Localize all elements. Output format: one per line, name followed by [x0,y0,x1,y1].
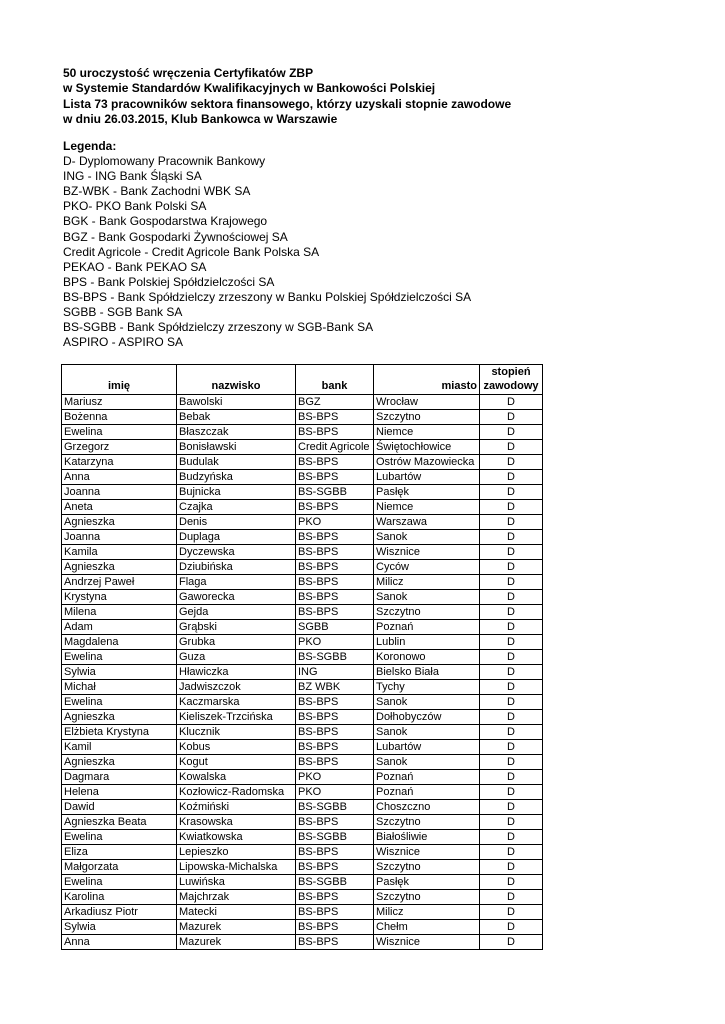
table-row [62,665,543,680]
document-heading [63,66,683,128]
table-row [62,620,543,635]
cell-stopien: D [480,605,543,620]
cell-imie: Agnieszka [62,710,177,725]
cell-bank: BS-BPS [296,560,374,575]
cell-miasto: Wisznice [374,545,480,560]
cell-miasto: Cyców [374,560,480,575]
cell-miasto: Wisznice [374,845,480,860]
table-row [62,575,543,590]
cell-stopien: D [480,935,543,950]
cell-bank: BS-BPS [296,920,374,935]
cell-nazwisko: Bawolski [177,395,296,410]
cell-miasto: Sanok [374,725,480,740]
cell-nazwisko: Kobus [177,740,296,755]
cell-stopien: D [480,440,543,455]
cell-miasto: Szczytno [374,860,480,875]
cell-nazwisko: Grubka [177,635,296,650]
cell-imie: Dagmara [62,770,177,785]
cell-stopien: D [480,470,543,485]
legend-item: PEKAO - Bank PEKAO SA [63,259,207,274]
cell-miasto: Niemce [374,425,480,440]
cell-bank: BS-BPS [296,545,374,560]
cell-nazwisko: Bonisławski [177,440,296,455]
cell-miasto: Szczytno [374,815,480,830]
cell-bank: BS-BPS [296,500,374,515]
cell-nazwisko: Krasowska [177,815,296,830]
cell-stopien: D [480,800,543,815]
cell-stopien: D [480,680,543,695]
cell-miasto: Chełm [374,920,480,935]
cell-miasto: Poznań [374,785,480,800]
cell-nazwisko: Czajka [177,500,296,515]
cell-imie: Karolina [62,890,177,905]
table-row [62,455,543,470]
cell-nazwisko: Gejda [177,605,296,620]
cell-stopien: D [480,410,543,425]
cell-imie: Anna [62,935,177,950]
cell-imie: Elżbieta Krystyna [62,725,177,740]
column-header-stopien-line1: stopień [491,366,531,378]
cell-bank: SGBB [296,620,374,635]
cell-nazwisko: Gaworecka [177,590,296,605]
cell-miasto: Dołhobyczów [374,710,480,725]
table-row [62,845,543,860]
table-row [62,740,543,755]
cell-miasto: Sanok [374,695,480,710]
table-row [62,470,543,485]
cell-nazwisko: Grąbski [177,620,296,635]
cell-imie: Dawid [62,800,177,815]
cell-miasto: Szczytno [374,890,480,905]
cell-imie: Kamil [62,740,177,755]
cell-bank: BS-SGBB [296,485,374,500]
table-row [62,755,543,770]
cell-imie: Adam [62,620,177,635]
cell-nazwisko: Guza [177,650,296,665]
cell-nazwisko: Bebak [177,410,296,425]
cell-bank: BS-SGBB [296,875,374,890]
cell-stopien: D [480,695,543,710]
cell-miasto: Szczytno [374,605,480,620]
legend-item: Credit Agricole - Credit Agricole Bank Polska SA [63,244,320,259]
cell-nazwisko: Flaga [177,575,296,590]
cell-stopien: D [480,650,543,665]
cell-imie: Andrzej Paweł [62,575,177,590]
legend-item: BS-BPS - Bank Spółdzielczy zrzeszony w Banku Polskiej Spółdzielczości SA [63,289,472,304]
table-row [62,905,543,920]
cell-nazwisko: Luwińska [177,875,296,890]
table-row [62,590,543,605]
table-header-row [62,365,543,395]
cell-nazwisko: Matecki [177,905,296,920]
cell-imie: Agnieszka [62,560,177,575]
table-row [62,860,543,875]
cell-nazwisko: Kogut [177,755,296,770]
cell-bank: BS-BPS [296,425,374,440]
cell-imie: Ewelina [62,830,177,845]
column-header-stopien [480,365,543,395]
cell-stopien: D [480,845,543,860]
cell-nazwisko: Błaszczak [177,425,296,440]
legend-item: BPS - Bank Polskiej Spółdzielczości SA [63,274,275,289]
cell-nazwisko: Mazurek [177,920,296,935]
table-row [62,935,543,950]
cell-bank: BS-SGBB [296,800,374,815]
cell-bank: PKO [296,770,374,785]
cell-stopien: D [480,890,543,905]
cell-nazwisko: Hławiczka [177,665,296,680]
cell-nazwisko: Kowalska [177,770,296,785]
cell-miasto: Pasłęk [374,485,480,500]
cell-bank: PKO [296,635,374,650]
cell-imie: Ewelina [62,425,177,440]
table-row [62,410,543,425]
cell-imie: Agnieszka [62,515,177,530]
cell-miasto: Niemce [374,500,480,515]
table-row [62,605,543,620]
column-header-stopien-line2: zawodowy [483,380,539,392]
cell-bank: BS-BPS [296,725,374,740]
cell-bank: BS-BPS [296,755,374,770]
legend-item: ING - ING Bank Śląski SA [63,169,202,184]
heading-line: Lista 73 pracowników sektora finansowego, którzy uzyskali stopnie zawodowe [63,96,512,111]
table-row [62,425,543,440]
cell-stopien: D [480,815,543,830]
cell-miasto: Poznań [374,620,480,635]
cell-bank: BS-BPS [296,410,374,425]
column-header-nazwisko: nazwisko [177,365,296,395]
cell-miasto: Milicz [374,905,480,920]
cell-imie: Agnieszka Beata [62,815,177,830]
table-row [62,875,543,890]
cell-stopien: D [480,590,543,605]
cell-bank: BGZ [296,395,374,410]
cell-imie: Ewelina [62,695,177,710]
cell-miasto: Lublin [374,635,480,650]
cell-stopien: D [480,785,543,800]
cell-nazwisko: Duplaga [177,530,296,545]
legend-item: BS-SGBB - Bank Spółdzielczy zrzeszony w SGB-Bank SA [63,320,374,335]
cell-nazwisko: Kozłowicz-Radomska [177,785,296,800]
cell-miasto: Poznań [374,770,480,785]
cell-stopien: D [480,575,543,590]
cell-imie: Małgorzata [62,860,177,875]
cell-imie: Joanna [62,485,177,500]
cell-stopien: D [480,920,543,935]
table-row [62,710,543,725]
cell-bank: BS-SGBB [296,650,374,665]
cell-nazwisko: Budzyńska [177,470,296,485]
cell-imie: Kamila [62,545,177,560]
cell-imie: Sylwia [62,665,177,680]
cell-bank: BS-BPS [296,935,374,950]
cell-stopien: D [480,485,543,500]
cell-imie: Magdalena [62,635,177,650]
cell-nazwisko: Kieliszek-Trzcińska [177,710,296,725]
table-row [62,785,543,800]
legend-title: Legenda: [63,139,117,153]
cell-bank: BS-BPS [296,605,374,620]
cell-bank: BS-BPS [296,845,374,860]
cell-bank: PKO [296,785,374,800]
column-header-miasto: miasto [374,365,480,395]
cell-bank: BS-BPS [296,860,374,875]
cell-bank: BS-BPS [296,530,374,545]
cell-miasto: Sanok [374,590,480,605]
cell-imie: Agnieszka [62,755,177,770]
legend-item: PKO- PKO Bank Polski SA [63,199,207,214]
cell-stopien: D [480,875,543,890]
cell-miasto: Lubartów [374,470,480,485]
cell-miasto: Milicz [374,575,480,590]
cell-nazwisko: Lipowska-Michalska [177,860,296,875]
table-row [62,725,543,740]
column-header-bank: bank [296,365,374,395]
cell-miasto: Ostrów Mazowiecka [374,455,480,470]
legend-item: BGK - Bank Gospodarstwa Krajowego [63,214,268,229]
table-row [62,635,543,650]
table-row [62,500,543,515]
cell-imie: Eliza [62,845,177,860]
cell-bank: BS-BPS [296,575,374,590]
table-row [62,830,543,845]
table-row [62,515,543,530]
table-row [62,545,543,560]
cell-stopien: D [480,560,543,575]
cell-bank: BS-BPS [296,470,374,485]
cell-nazwisko: Budulak [177,455,296,470]
cell-imie: Krystyna [62,590,177,605]
cell-imie: Michał [62,680,177,695]
cell-miasto: Białośliwie [374,830,480,845]
cell-miasto: Świętochłowice [374,440,480,455]
table-row [62,485,543,500]
cell-stopien: D [480,455,543,470]
cell-stopien: D [480,500,543,515]
cell-stopien: D [480,740,543,755]
cell-bank: BZ WBK [296,680,374,695]
cell-imie: Sylwia [62,920,177,935]
table-row [62,680,543,695]
cell-miasto: Tychy [374,680,480,695]
cell-nazwisko: Dziubińska [177,560,296,575]
table-row [62,395,543,410]
cell-imie: Arkadiusz Piotr [62,905,177,920]
table-row [62,920,543,935]
cell-miasto: Sanok [374,530,480,545]
cell-miasto: Szczytno [374,410,480,425]
heading-line: w dniu 26.03.2015, Klub Bankowca w Warszawie [63,112,338,127]
legend-item: ASPIRO - ASPIRO SA [63,335,184,350]
cell-imie: Joanna [62,530,177,545]
cell-miasto: Koronowo [374,650,480,665]
table-row [62,815,543,830]
cell-stopien: D [480,860,543,875]
cell-stopien: D [480,545,543,560]
cell-bank: BS-BPS [296,590,374,605]
table-row [62,650,543,665]
cell-nazwisko: Koźmiński [177,800,296,815]
cell-stopien: D [480,530,543,545]
legend-item: SGBB - SGB Bank SA [63,305,183,320]
cell-miasto: Bielsko Biała [374,665,480,680]
cell-miasto: Warszawa [374,515,480,530]
cell-nazwisko: Jadwiszczok [177,680,296,695]
cell-miasto: Wrocław [374,395,480,410]
cell-nazwisko: Bujnicka [177,485,296,500]
table-row [62,890,543,905]
table-row [62,560,543,575]
cell-miasto: Lubartów [374,740,480,755]
cell-stopien: D [480,620,543,635]
cell-bank: ING [296,665,374,680]
cell-nazwisko: Kaczmarska [177,695,296,710]
cell-miasto: Pasłęk [374,875,480,890]
cell-bank: BS-BPS [296,455,374,470]
heading-line: w Systemie Standardów Kwalifikacyjnych w Bankowości Polskiej [63,81,436,96]
cell-stopien: D [480,665,543,680]
table-row [62,770,543,785]
heading-line: 50 uroczystość wręczenia Certyfikatów ZBP [63,66,314,80]
cell-nazwisko: Majchrzak [177,890,296,905]
cell-imie: Helena [62,785,177,800]
legend [63,139,683,350]
cell-nazwisko: Denis [177,515,296,530]
legend-item: BGZ - Bank Gospodarki Żywnościowej SA [63,229,288,244]
certificates-table [61,364,543,950]
cell-stopien: D [480,425,543,440]
cell-stopien: D [480,830,543,845]
cell-bank: PKO [296,515,374,530]
table-row [62,530,543,545]
cell-bank: BS-BPS [296,890,374,905]
cell-stopien: D [480,725,543,740]
cell-stopien: D [480,770,543,785]
cell-imie: Ewelina [62,650,177,665]
cell-imie: Katarzyna [62,455,177,470]
legend-item: BZ-WBK - Bank Zachodni WBK SA [63,184,251,199]
cell-imie: Aneta [62,500,177,515]
cell-bank: Credit Agricole [296,440,374,455]
table-row [62,440,543,455]
cell-imie: Grzegorz [62,440,177,455]
cell-bank: BS-SGBB [296,830,374,845]
cell-nazwisko: Klucznik [177,725,296,740]
table-row [62,695,543,710]
table-row [62,800,543,815]
cell-bank: BS-BPS [296,905,374,920]
cell-stopien: D [480,755,543,770]
legend-item: D- Dyplomowany Pracownik Bankowy [63,154,266,169]
cell-stopien: D [480,635,543,650]
cell-miasto: Choszczno [374,800,480,815]
cell-bank: BS-BPS [296,710,374,725]
cell-stopien: D [480,905,543,920]
column-header-imie: imię [62,365,177,395]
cell-imie: Mariusz [62,395,177,410]
cell-stopien: D [480,515,543,530]
cell-stopien: D [480,395,543,410]
cell-imie: Milena [62,605,177,620]
cell-nazwisko: Mazurek [177,935,296,950]
cell-miasto: Sanok [374,755,480,770]
cell-stopien: D [480,710,543,725]
cell-bank: BS-BPS [296,695,374,710]
cell-imie: Anna [62,470,177,485]
cell-imie: Bożenna [62,410,177,425]
cell-bank: BS-BPS [296,740,374,755]
cell-nazwisko: Dyczewska [177,545,296,560]
cell-miasto: Wisznice [374,935,480,950]
cell-nazwisko: Kwiatkowska [177,830,296,845]
cell-imie: Ewelina [62,875,177,890]
table-body [62,395,543,950]
cell-nazwisko: Lepieszko [177,845,296,860]
cell-bank: BS-BPS [296,815,374,830]
